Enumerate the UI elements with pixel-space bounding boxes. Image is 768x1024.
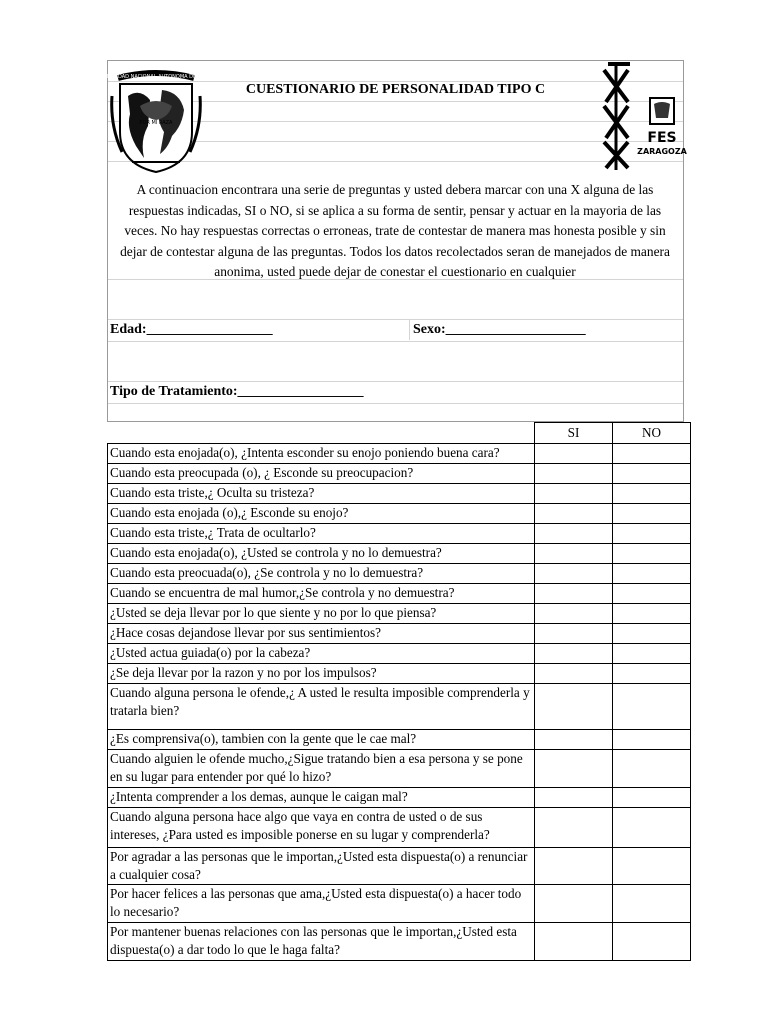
answer-no-cell[interactable] bbox=[613, 504, 691, 524]
answer-no-cell[interactable] bbox=[613, 524, 691, 544]
question-text: Cuando alguna persona le ofende,¿ A usted le resulta imposible comprenderla y tratarla bien? bbox=[108, 684, 535, 730]
answer-si-cell[interactable] bbox=[535, 730, 613, 750]
answer-si-cell[interactable] bbox=[535, 484, 613, 504]
table-row bbox=[108, 544, 691, 564]
question-text: Cuando alguien le ofende mucho,¿Sigue tratando bien a esa persona y se pone en su lugar para entender por qué lo hizo? bbox=[108, 750, 535, 788]
tratamiento-field[interactable]: Tipo de Tratamiento:__________________ bbox=[110, 384, 364, 399]
question-text: ¿Usted actua guiada(o) por la cabeza? bbox=[108, 644, 535, 664]
answer-si-cell[interactable] bbox=[535, 684, 613, 730]
table-row bbox=[108, 750, 691, 788]
question-text: ¿Intenta comprender a los demas, aunque le caigan mal? bbox=[108, 788, 535, 808]
answer-si-cell[interactable] bbox=[535, 624, 613, 644]
question-text: Cuando esta triste,¿ Oculta su tristeza? bbox=[108, 484, 535, 504]
svg-text:POR MI RAZA: POR MI RAZA bbox=[139, 120, 173, 126]
answer-si-cell[interactable] bbox=[535, 644, 613, 664]
answer-no-cell[interactable] bbox=[613, 484, 691, 504]
table-row bbox=[108, 848, 691, 885]
answer-no-cell[interactable] bbox=[613, 730, 691, 750]
fes-text: FES bbox=[647, 130, 677, 146]
answer-no-cell[interactable] bbox=[613, 788, 691, 808]
edad-field[interactable]: Edad:__________________ bbox=[110, 322, 273, 337]
answer-no-cell[interactable] bbox=[613, 584, 691, 604]
table-row bbox=[108, 564, 691, 584]
table-row bbox=[108, 604, 691, 624]
questions-table bbox=[107, 422, 691, 961]
table-row bbox=[108, 664, 691, 684]
answer-si-cell[interactable] bbox=[535, 788, 613, 808]
answer-si-cell[interactable] bbox=[535, 923, 613, 961]
answer-si-cell[interactable] bbox=[535, 544, 613, 564]
table-row bbox=[108, 524, 691, 544]
question-text: Cuando esta preocupada (o), ¿ Esconde su preocupacion? bbox=[108, 464, 535, 484]
question-text: ¿Se deja llevar por la razon y no por los impulsos? bbox=[108, 664, 535, 684]
question-text: Cuando esta preocuada(o), ¿Se controla y no lo demuestra? bbox=[108, 564, 535, 584]
table-row bbox=[108, 923, 691, 961]
question-text: ¿Es comprensiva(o), tambien con la gente que le cae mal? bbox=[108, 730, 535, 750]
header-blank-cell bbox=[108, 423, 535, 444]
field-divider bbox=[409, 320, 410, 340]
sexo-field[interactable]: Sexo:____________________ bbox=[413, 322, 586, 337]
question-text: Por hacer felices a las personas que ama,¿Usted esta dispuesta(o) a hacer todo lo necesario? bbox=[108, 885, 535, 923]
table-row bbox=[108, 730, 691, 750]
question-text: ¿Usted se deja llevar por lo que siente y no por lo que piensa? bbox=[108, 604, 535, 624]
table-row bbox=[108, 808, 691, 848]
si-header: SI bbox=[535, 423, 613, 444]
answer-no-cell[interactable] bbox=[613, 923, 691, 961]
answer-si-cell[interactable] bbox=[535, 464, 613, 484]
answer-si-cell[interactable] bbox=[535, 444, 613, 464]
table-row bbox=[108, 584, 691, 604]
question-text: Cuando esta triste,¿ Trata de ocultarlo? bbox=[108, 524, 535, 544]
question-text: Cuando esta enojada (o),¿ Esconde su enojo? bbox=[108, 504, 535, 524]
answer-no-cell[interactable] bbox=[613, 808, 691, 848]
answer-no-cell[interactable] bbox=[613, 885, 691, 923]
zaragoza-text: ZARAGOZA bbox=[637, 147, 687, 156]
answer-si-cell[interactable] bbox=[535, 808, 613, 848]
question-text: Por agradar a las personas que le importan,¿Usted esta dispuesta(o) a renunciar a cualquier cosa? bbox=[108, 848, 535, 885]
answer-si-cell[interactable] bbox=[535, 848, 613, 885]
table-row bbox=[108, 504, 691, 524]
page-title: CUESTIONARIO DE PERSONALIDAD TIPO C bbox=[245, 82, 546, 97]
table-row bbox=[108, 788, 691, 808]
table-header-row bbox=[108, 423, 691, 444]
answer-si-cell[interactable] bbox=[535, 885, 613, 923]
table-row bbox=[108, 464, 691, 484]
answer-no-cell[interactable] bbox=[613, 624, 691, 644]
answer-no-cell[interactable] bbox=[613, 684, 691, 730]
answer-si-cell[interactable] bbox=[535, 604, 613, 624]
answer-si-cell[interactable] bbox=[535, 664, 613, 684]
answer-no-cell[interactable] bbox=[613, 464, 691, 484]
question-text: Cuando alguna persona hace algo que vaya en contra de usted o de sus intereses, ¿Para usted es imposible ponerse en su lugar y comprenderla? bbox=[108, 808, 535, 848]
answer-no-cell[interactable] bbox=[613, 644, 691, 664]
answer-no-cell[interactable] bbox=[613, 444, 691, 464]
question-text: Cuando se encuentra de mal humor,¿Se controla y no demuestra? bbox=[108, 584, 535, 604]
answer-no-cell[interactable] bbox=[613, 750, 691, 788]
answer-no-cell[interactable] bbox=[613, 564, 691, 584]
answer-si-cell[interactable] bbox=[535, 524, 613, 544]
table-row bbox=[108, 885, 691, 923]
table-row bbox=[108, 484, 691, 504]
instructions-text: A continuacion encontrara una serie de preguntas y usted debera marcar con una X alguna de las respuestas indicadas, SI o NO, si se aplica a su forma de sentir, pensar y actuar en la mayoria de las veces. No hay respuestas correctas o erroneas, trate de contestar de manera mas honesta posible y sin dejar de contestar alguna de las preguntas. Todos los datos recolectados seran de manejados de manera anonima, usted puede dejar de conestar el cuestionario en cualquier bbox=[120, 182, 670, 279]
fes-zaragoza-logo bbox=[600, 62, 687, 172]
no-header: NO bbox=[613, 423, 691, 444]
question-text: Cuando esta enojada(o), ¿Intenta esconder su enojo poniendo buena cara? bbox=[108, 444, 535, 464]
table-row bbox=[108, 444, 691, 464]
question-text: Cuando esta enojada(o), ¿Usted se controla y no lo demuestra? bbox=[108, 544, 535, 564]
answer-si-cell[interactable] bbox=[535, 504, 613, 524]
table-row bbox=[108, 624, 691, 644]
answer-no-cell[interactable] bbox=[613, 544, 691, 564]
answer-no-cell[interactable] bbox=[613, 604, 691, 624]
table-row bbox=[108, 684, 691, 730]
question-text: ¿Hace cosas dejandose llevar por sus sentimientos? bbox=[108, 624, 535, 644]
answer-si-cell[interactable] bbox=[535, 564, 613, 584]
answer-no-cell[interactable] bbox=[613, 664, 691, 684]
table-row bbox=[108, 644, 691, 664]
question-text: Por mantener buenas relaciones con las personas que le importan,¿Usted esta dispuesta(o) a dar todo lo que le haga falta? bbox=[108, 923, 535, 961]
seal-lettering: UNIVERSIDAD NACIONAL AUTONOMA DE MEXICO bbox=[94, 74, 218, 80]
answer-si-cell[interactable] bbox=[535, 584, 613, 604]
answer-no-cell[interactable] bbox=[613, 848, 691, 885]
answer-si-cell[interactable] bbox=[535, 750, 613, 788]
